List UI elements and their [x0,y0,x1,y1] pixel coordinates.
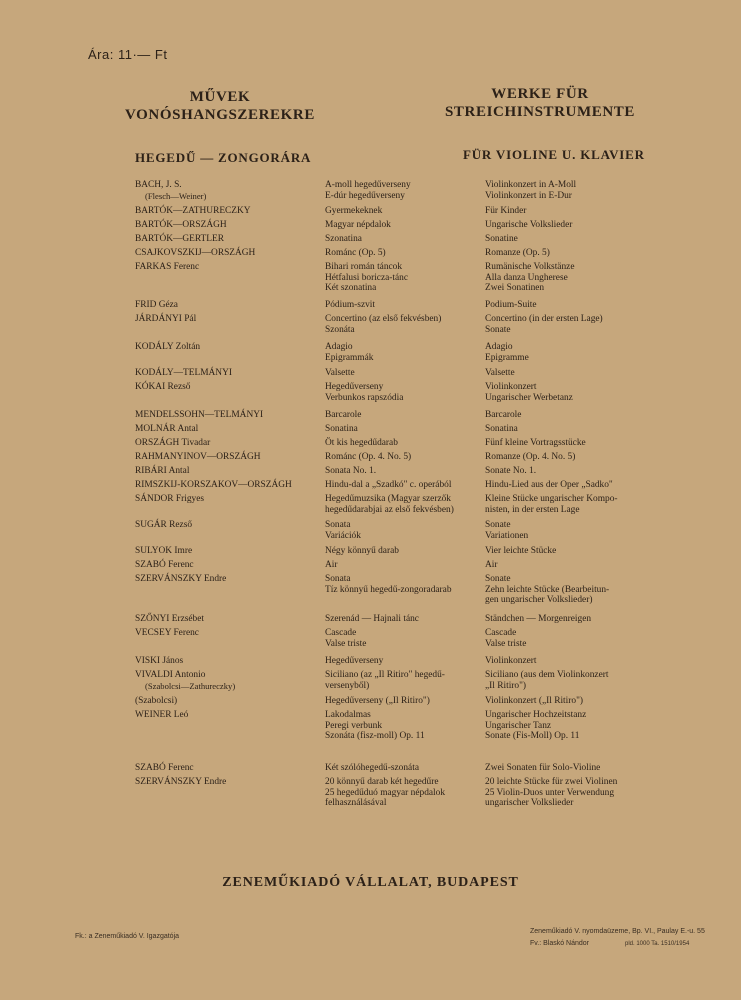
right-title-line-1: WERKE FÜR [491,86,589,102]
composer-name-column [135,220,227,231]
composer-name: SZABÓ Ferenc [135,763,194,773]
catalog-entry [0,300,741,314]
composer-name-column [135,234,224,245]
hungarian-title: Szonatina [325,234,362,244]
german-title: Air [485,560,498,570]
composer-name-column [135,206,251,217]
composer-name: SZŐNYI Erzsébet [135,614,204,624]
german-title-column [485,180,576,201]
footer-right-line-2: Fv.: Blaskó Nándor [530,940,590,947]
hungarian-title-column [325,520,361,541]
german-title-column [485,314,603,335]
hungarian-title: Magyar népdalok [325,220,391,230]
catalog-entry [0,342,741,363]
hungarian-title-column [325,314,441,335]
hungarian-title: 25 hegedűduó magyar népdalok [325,787,446,798]
hungarian-title-column [325,710,425,742]
german-title-column [485,763,600,774]
publisher-name: ZENEMŰKIADÓ VÁLLALAT, BUDAPEST [222,875,519,890]
composer-name: FARKAS Ferenc [135,262,200,272]
catalog-entry [0,180,741,201]
german-title: Violinkonzert [485,382,537,392]
catalog-entry [0,424,741,438]
hungarian-title: Cascade [325,628,357,638]
hungarian-title: Hegedűverseny [325,382,384,392]
german-title: Ungarischer Hochzeitstanz [485,710,587,720]
catalog-entry [0,206,741,220]
composer-name: SZERVÁNSZKY Endre [135,574,227,584]
german-title: Adagio [485,342,513,352]
german-title-column [485,424,518,435]
hungarian-title: felhasználásával [325,798,387,808]
german-title-column [485,248,550,259]
german-title: Sonatina [485,424,518,434]
catalog-entry [0,368,741,382]
right-title-line-2: STREICHINSTRUMENTE [444,104,635,120]
catalog-entry [0,314,741,335]
german-title: Vier leichte Stücke [485,546,557,556]
hungarian-title-column [325,560,338,571]
catalog-entry [0,410,741,424]
german-title: Zwei Sonaten für Solo-Violine [485,763,601,773]
composer-name-column [135,777,226,788]
catalog-entry [0,560,741,574]
hungarian-title: Két szonatina [325,283,377,293]
catalog-entry [0,656,741,670]
hungarian-title: Hegedűverseny („Il Ritiro") [325,696,430,706]
german-title: Violinkonzert in E-Dur [485,190,572,201]
german-title: Violinkonzert [485,656,537,666]
hungarian-title-column [325,466,376,477]
german-title-column [485,368,515,379]
composer-name-column [135,382,190,393]
composer-name: CSAJKOVSZKIJ—ORSZÁGH [135,248,256,258]
catalog-entry [0,696,741,710]
hungarian-title-column [325,763,419,774]
german-title: Sonate [485,324,511,335]
german-title: Ungarischer Werbetanz [485,392,573,403]
composer-name: KODÁLY Zoltán [135,342,201,352]
composer-name: BARTÓK—ZATHURECZKY [135,206,251,216]
catalog-entry [0,248,741,262]
footer-print-code: pld. 1000 Ta. 1510/1954 [625,941,690,947]
composer-name: (Szabolcsi—Zathureczky) [145,680,236,691]
hungarian-title: Két szólóhegedű-szonáta [325,763,419,773]
catalog-entry [0,220,741,234]
catalog-entry [0,574,741,605]
hungarian-title: Epigrammák [325,352,374,363]
composer-name-column [135,574,226,585]
german-title-column [485,466,536,477]
composer-name-column [135,494,204,505]
hungarian-title: Hétfalusi boricza-tánc [325,272,409,283]
german-title-column [485,628,526,649]
german-title-column [485,494,618,515]
hungarian-title: Pódium-szvit [325,300,376,310]
german-title: Violinkonzert in A-Moll [485,180,577,190]
german-title-column [485,342,529,363]
german-title-column [485,710,586,742]
german-title-column [485,410,521,421]
german-title-column [485,480,613,491]
catalog-entry [0,452,741,466]
german-title: Alla danza Ungherese [485,272,568,283]
catalog-entry [0,546,741,560]
composer-name-column [135,520,192,531]
hungarian-title: Öt kis hegedűdarab [325,438,398,448]
composer-name: RIMSZKIJ-KORSZAKOV—ORSZÁGH [135,480,292,490]
german-title: Barcarole [485,410,522,420]
german-title: Kleine Stücke ungarischer Kompo- [485,494,618,504]
catalog-entry [0,520,741,541]
composer-name: FRID Géza [135,300,178,310]
german-title-column [485,452,575,463]
german-title: Cascade [485,628,517,638]
german-title-column [485,520,528,541]
composer-name: SÁNDOR Frigyes [135,494,205,504]
hungarian-title: Bihari román táncok [325,262,403,272]
hungarian-title: Concertino (az első fekvésben) [325,314,442,324]
catalog-entry [0,710,741,741]
composer-name-column [135,180,206,201]
hungarian-title: versenyből) [325,680,370,691]
hungarian-title-column [325,300,375,311]
hungarian-title: Sonata No. 1. [325,466,377,476]
german-title-column [485,574,609,606]
right-title [440,85,640,121]
composer-name: MENDELSSOHN—TELMÁNYI [135,410,264,420]
german-title-column [485,300,537,311]
hungarian-title: Lakodalmas [325,710,371,720]
german-title-column [485,560,498,571]
footer-right-line-1: Zeneműkiadó V. nyomdaüzeme, Bp. VI., Paulay E.-u. 55 [530,928,705,935]
hungarian-title: Hegedűmuzsika (Magyar szerzők [325,494,451,504]
catalog-entry [0,670,741,691]
hungarian-title-column [325,206,382,217]
hungarian-title-column [325,262,408,294]
hungarian-title: Sonata [325,574,351,584]
catalog-entry [0,777,741,808]
german-title: Romanze (Op. 4. No. 5) [485,452,576,462]
composer-name-column [135,262,199,273]
german-title-column [485,546,556,557]
german-title: Hindu-Lied aus der Oper „Sadko" [485,480,613,490]
composer-name: ORSZÁGH Tivadar [135,438,211,448]
german-title-column [485,234,518,245]
catalog-entry [0,262,741,293]
composer-name: VECSEY Ferenc [135,628,199,638]
composer-name-column [135,560,194,571]
hungarian-title-column [325,656,383,667]
german-title-column [485,696,583,707]
german-title: Fünf kleine Vortragsstücke [485,438,586,448]
composer-name-column [135,710,188,721]
composer-name: (Flesch—Weiner) [145,190,207,201]
hungarian-title-column [325,546,399,557]
german-title: Valsette [485,368,515,378]
composer-name-column [135,438,210,449]
german-title: 25 Violin-Duos unter Verwendung [485,787,615,798]
composer-name-column [135,546,192,557]
german-title: Sonate [485,574,511,584]
german-title: Violinkonzert („Il Ritiro") [485,696,584,706]
german-title-column [485,438,586,449]
hungarian-title: E-dúr hegedűverseny [325,190,405,201]
composer-name: KODÁLY—TELMÁNYI [135,368,232,378]
hungarian-title: Valse triste [325,638,367,649]
composer-name-column [135,670,235,691]
catalog-entry [0,628,741,649]
catalog-entry [0,466,741,480]
hungarian-title-column [325,438,398,449]
hungarian-title: Barcarole [325,410,362,420]
composer-name: BARTÓK—GERTLER [135,234,224,244]
composer-name-column [135,368,232,379]
hungarian-title-column [325,452,411,463]
composer-name-column [135,314,196,325]
composer-name-column [135,410,263,421]
hungarian-title: Sonatina [325,424,358,434]
hungarian-title-column [325,494,454,515]
price-label: Ára: 11·— Ft [88,47,168,62]
left-title-line-1: MŰVEK [189,89,251,105]
left-subtitle: HEGEDŰ — ZONGORÁRA [135,150,312,165]
german-title-column [485,206,526,217]
hungarian-title: Tíz könnyű hegedű-zongoradarab [325,584,452,595]
hungarian-title: Hindu-dal a „Szadkó" c. operából [325,480,452,490]
composer-name: SUGÁR Rezső [135,520,193,530]
catalog-entry [0,234,741,248]
composer-name: VISKI János [135,656,184,666]
german-title: Für Kinder [485,206,527,216]
german-title: Rumänische Volkstänze [485,262,575,272]
hungarian-title-column [325,342,373,363]
composer-name: BARTÓK—ORSZÁGH [135,220,227,230]
composer-name-column [135,248,255,259]
hungarian-title: Peregi verbunk [325,720,383,731]
german-title: „Il Ritiro") [485,680,527,691]
hungarian-title: Adagio [325,342,353,352]
composer-name-column [135,763,194,774]
hungarian-title: Hegedűverseny [325,656,384,666]
hungarian-title: Románc (Op. 5) [325,248,386,258]
composer-name: SULYOK Imre [135,546,193,556]
right-subtitle: FÜR VIOLINE U. KLAVIER [463,147,645,162]
german-title-column [485,614,591,625]
hungarian-title-column [325,368,355,379]
german-title: Concertino (in der ersten Lage) [485,314,603,324]
composer-name: JÁRDÁNYI Pál [135,314,197,324]
composer-name-column [135,656,183,667]
german-title: Ständchen — Morgenreigen [485,614,592,624]
german-title-column [485,670,608,691]
german-title: Ungarische Volkslieder [485,220,573,230]
hungarian-title: Románc (Op. 4. No. 5) [325,452,412,462]
hungarian-title-column [325,220,391,231]
composer-name: SZABÓ Ferenc [135,560,194,570]
catalog-entry [0,494,741,515]
german-title: Epigramme [485,352,529,363]
hungarian-title-column [325,180,411,201]
german-title: Podium-Suite [485,300,537,310]
composer-name: RIBÁRI Antal [135,466,190,476]
german-title-column [485,656,537,667]
hungarian-title-column [325,234,362,245]
hungarian-title: hegedűdarabjai az első fekvésben) [325,504,454,515]
composer-name: SZERVÁNSZKY Endre [135,777,227,787]
composer-name-column [135,614,204,625]
german-title: Zwei Sonatinen [485,283,545,293]
german-title: Variationen [485,530,529,541]
german-title: Sonatine [485,234,518,244]
composer-name-column [135,424,198,435]
hungarian-title: Szonáta [325,324,355,335]
german-title: Valse triste [485,638,527,649]
hungarian-title: Siciliano (az „Il Ritiro" hegedű- [325,670,445,680]
catalog-entry [0,382,741,403]
catalog-entry [0,614,741,628]
hungarian-title: Szerenád — Hajnali tánc [325,614,419,624]
hungarian-title-column [325,248,386,259]
composer-name-column [135,452,261,463]
hungarian-title-column [325,574,452,595]
hungarian-title: Négy könnyű darab [325,546,399,556]
catalog-entry [0,480,741,494]
hungarian-title: Air [325,560,338,570]
composer-name: VIVALDI Antonio [135,670,206,680]
composer-name-column [135,628,199,639]
german-title: Sonate No. 1. [485,466,537,476]
hungarian-title: Valsette [325,368,355,378]
german-title: nisten, in der ersten Lage [485,504,580,515]
hungarian-title-column [325,382,403,403]
composer-name-column [135,480,292,491]
german-title-column [485,777,617,809]
footer-left: Fk.: a Zeneműkiadó V. Igazgatója [75,933,180,940]
composer-name: (Szabolcsi) [135,696,178,706]
composer-name: MOLNÁR Antal [135,424,199,434]
german-title: ungarischer Volkslieder [485,798,574,808]
german-title: Siciliano (aus dem Violinkonzert [485,670,609,680]
german-title: 20 leichte Stücke für zwei Violinen [485,777,618,787]
hungarian-title: Gyermekeknek [325,206,383,216]
hungarian-title-column [325,480,451,491]
composer-name-column [135,696,177,707]
german-title: Ungarischer Tanz [485,720,552,731]
hungarian-title: A-moll hegedűverseny [325,180,411,190]
catalog-entry [0,763,741,777]
left-title [120,88,320,124]
hungarian-title-column [325,696,430,707]
hungarian-title: Verbunkos rapszódia [325,392,404,403]
left-title-line-2: VONÓSHANGSZEREKRE [125,107,315,123]
hungarian-title: Sonata [325,520,351,530]
composer-name-column [135,466,189,477]
composer-name-column [135,300,178,311]
composer-name: RAHMANYINOV—ORSZÁGH [135,452,261,462]
german-title-column [485,220,572,231]
german-title-column [485,382,573,403]
german-title: gen ungarischer Volkslieder) [485,595,593,605]
german-title-column [485,262,574,294]
composer-name: WEINER Leó [135,710,189,720]
hungarian-title-column [325,628,366,649]
hungarian-title-column [325,424,358,435]
hungarian-title-column [325,670,445,691]
composer-name: BACH, J. S. [135,180,182,190]
hungarian-title: Variációk [325,530,361,541]
german-title: Sonate [485,520,511,530]
hungarian-title: 20 könnyű darab két hegedűre [325,777,439,787]
catalog-entry [0,438,741,452]
german-title: Zehn leichte Stücke (Bearbeitun- [485,584,610,595]
german-title: Romanze (Op. 5) [485,248,550,258]
hungarian-title-column [325,410,361,421]
hungarian-title-column [325,614,419,625]
hungarian-title: Szonáta (fisz-moll) Op. 11 [325,731,425,741]
composer-name-column [135,342,200,353]
composer-name: KÓKAI Rezső [135,382,191,392]
hungarian-title-column [325,777,445,809]
german-title: Sonate (Fis-Moll) Op. 11 [485,731,580,741]
